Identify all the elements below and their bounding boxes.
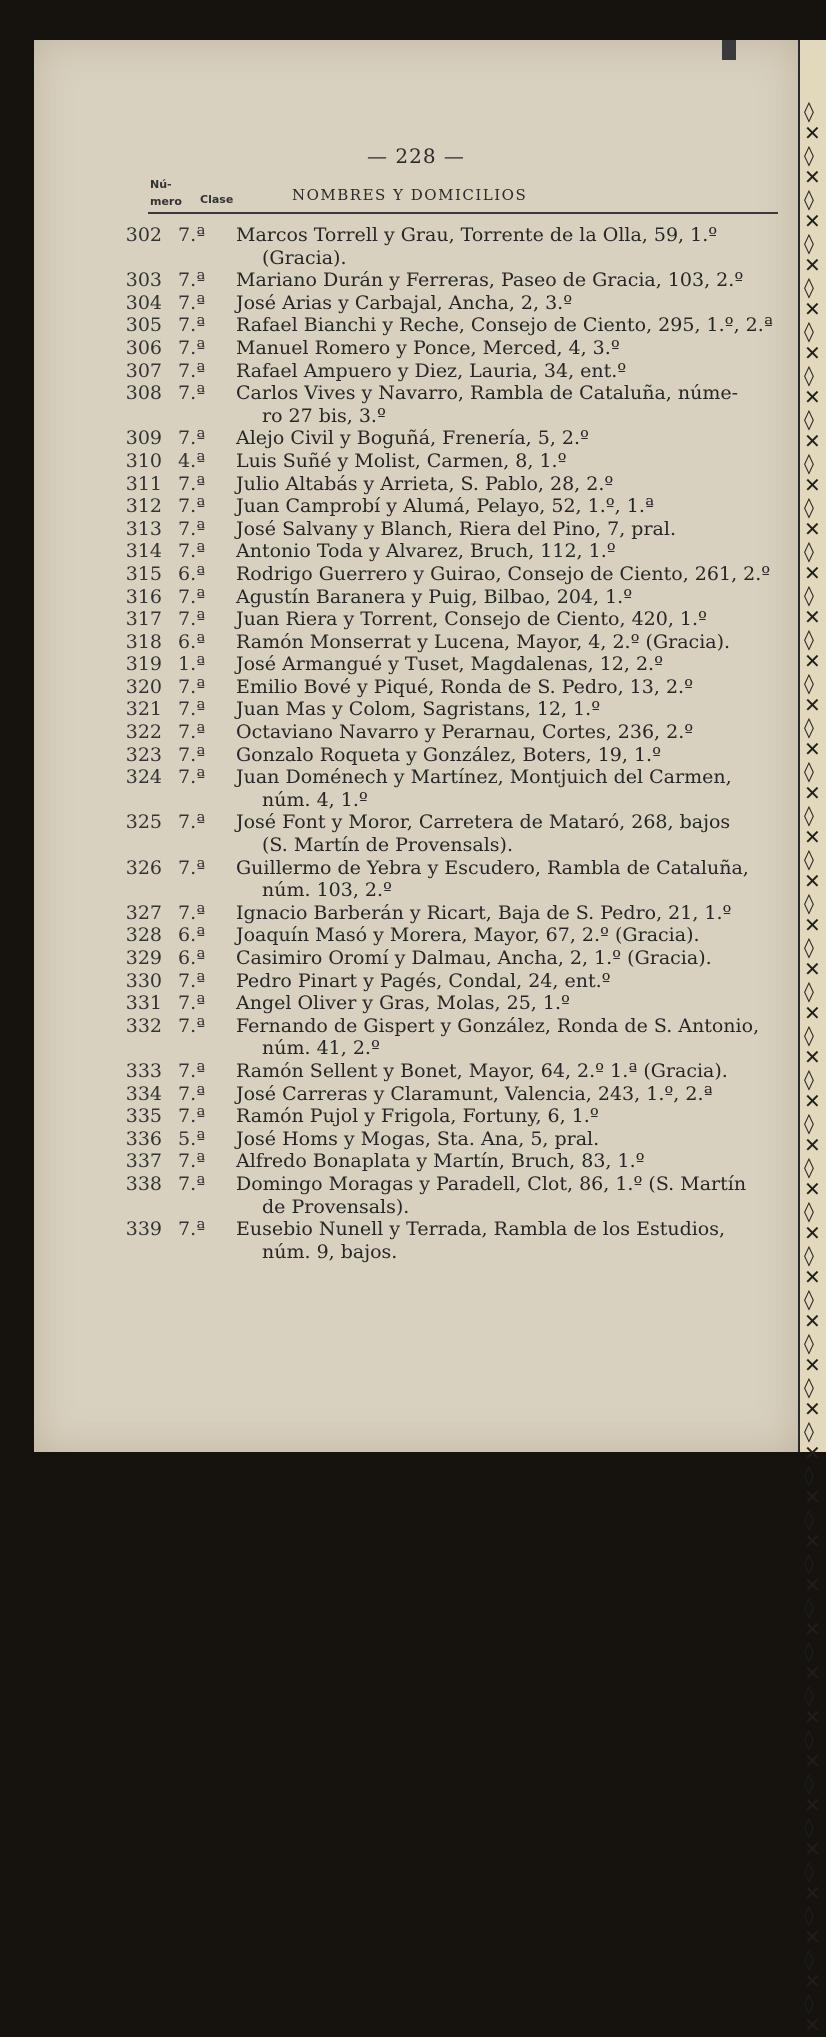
column-header-number bbox=[150, 176, 182, 210]
entry-line2: (S. Martín de Provensals). bbox=[262, 834, 514, 857]
entry-class: 7.ª bbox=[178, 811, 206, 834]
entry-text bbox=[236, 360, 776, 383]
list-item bbox=[34, 608, 798, 631]
entry-class: 1.ª bbox=[178, 653, 206, 676]
entry-line1: Juan Doménech y Martínez, Montjuich del Carmen, bbox=[236, 766, 732, 789]
list-item bbox=[34, 857, 798, 902]
entry-text bbox=[236, 608, 776, 631]
entry-text bbox=[236, 495, 776, 518]
list-item bbox=[34, 427, 798, 450]
header-rule bbox=[148, 212, 778, 214]
entry-line2: ro 27 bis, 3.º bbox=[262, 404, 386, 427]
entry-line2: núm. 4, 1.º bbox=[262, 788, 368, 811]
entry-class: 7.ª bbox=[178, 698, 206, 721]
list-item bbox=[34, 970, 798, 993]
list-item bbox=[34, 676, 798, 699]
entry-text bbox=[236, 970, 776, 993]
entry-number: 304 bbox=[125, 291, 162, 314]
entry-line2: (Gracia). bbox=[262, 246, 347, 269]
book-spine bbox=[798, 40, 826, 2037]
entry-line1: Rafael Ampuero y Diez, Lauria, 34, ent.º bbox=[236, 359, 627, 382]
entry-text bbox=[236, 766, 776, 811]
entry-text bbox=[236, 292, 776, 315]
list-item bbox=[34, 1150, 798, 1173]
list-item bbox=[34, 586, 798, 609]
entry-text bbox=[236, 518, 776, 541]
entry-number: 331 bbox=[125, 992, 162, 1015]
entry-line2: de Provensals). bbox=[262, 1195, 410, 1218]
entry-text bbox=[236, 586, 776, 609]
entry-class: 7.ª bbox=[178, 269, 206, 292]
list-item bbox=[34, 1105, 798, 1128]
entry-class: 7.ª bbox=[178, 766, 206, 789]
list-item bbox=[34, 653, 798, 676]
entry-number: 307 bbox=[125, 359, 162, 382]
entry-line1: Juan Riera y Torrent, Consejo de Ciento, 420, 1.º bbox=[236, 608, 707, 631]
entry-class: 7.ª bbox=[178, 969, 206, 992]
list-item bbox=[34, 224, 798, 269]
entry-text bbox=[236, 337, 776, 360]
entry-line1: Juan Camprobí y Alumá, Pelayo, 52, 1.º, 1.ª bbox=[236, 495, 654, 518]
entry-line1: Carlos Vives y Navarro, Rambla de Cataluña, núme- bbox=[236, 382, 739, 405]
entry-number: 326 bbox=[125, 856, 162, 879]
entry-number: 327 bbox=[125, 901, 162, 924]
entry-text bbox=[236, 1218, 776, 1263]
list-item bbox=[34, 563, 798, 586]
entry-line1: Emilio Bové y Piqué, Ronda de S. Pedro, 13, 2.º bbox=[236, 675, 694, 698]
entry-text bbox=[236, 1150, 776, 1173]
entry-number: 325 bbox=[125, 811, 162, 834]
entry-class: 7.ª bbox=[178, 224, 206, 246]
entry-line1: Manuel Romero y Ponce, Merced, 4, 3.º bbox=[236, 336, 620, 359]
list-item bbox=[34, 1060, 798, 1083]
entry-line1: Luis Suñé y Molist, Carmen, 8, 1.º bbox=[236, 449, 567, 472]
entry-text bbox=[236, 721, 776, 744]
entry-line1: Guillermo de Yebra y Escudero, Rambla de Cataluña, bbox=[236, 856, 749, 879]
entry-class: 5.ª bbox=[178, 1127, 206, 1150]
list-item bbox=[34, 947, 798, 970]
entry-line1: Pedro Pinart y Pagés, Condal, 24, ent.º bbox=[236, 969, 611, 992]
entry-line1: Julio Altabás y Arrieta, S. Pablo, 28, 2.º bbox=[236, 472, 614, 495]
entry-number: 329 bbox=[125, 947, 162, 969]
list-item bbox=[34, 766, 798, 811]
entry-text bbox=[236, 1015, 776, 1060]
entry-list bbox=[34, 224, 798, 1263]
entry-class: 7.ª bbox=[178, 856, 206, 879]
entry-text bbox=[236, 631, 776, 654]
entry-text bbox=[236, 427, 776, 450]
entry-line1: Agustín Baranera y Puig, Bilbao, 204, 1.º bbox=[236, 585, 633, 608]
list-item bbox=[34, 473, 798, 496]
list-item bbox=[34, 744, 798, 767]
entry-text bbox=[236, 947, 776, 970]
entry-number: 335 bbox=[125, 1105, 162, 1128]
entry-number: 306 bbox=[125, 336, 162, 359]
list-item bbox=[34, 314, 798, 337]
entry-number: 323 bbox=[125, 743, 162, 766]
entry-number: 316 bbox=[125, 585, 162, 608]
entry-class: 7.ª bbox=[178, 495, 206, 518]
entry-line2: núm. 9, bajos. bbox=[262, 1240, 398, 1263]
entry-text bbox=[236, 450, 776, 473]
page-corner-mark bbox=[722, 40, 736, 60]
entry-line1: Juan Mas y Colom, Sagristans, 12, 1.º bbox=[236, 698, 601, 721]
entry-class: 7.ª bbox=[178, 1105, 206, 1128]
entry-class: 7.ª bbox=[178, 1059, 206, 1082]
entry-line1: José Armangué y Tuset, Magdalenas, 12, 2.º bbox=[236, 653, 664, 676]
entry-number: 324 bbox=[125, 766, 162, 789]
spine-pattern: ◊ ✕ ◊ ✕ ◊ ✕ ◊ ✕ ◊ ✕ ◊ ✕ ◊ ✕ ◊ ✕ ◊ ✕ ◊ ✕ ◊ ✕ ◊ ✕ ◊ ✕ ◊ ✕ ◊ ✕ ◊ ✕ ◊ ✕ ◊ ✕ ◊ ✕ ◊ ✕ ◊ ✕ ◊ ✕ ◊ ✕ ◊ ✕ ◊ ✕ ◊ ✕ ◊ ✕ ◊ ✕ ◊ ✕ ◊ ✕ ◊ ✕ ◊ ✕ ◊ ✕ ◊ ✕ ◊ ✕ ◊ ✕ ◊ ✕ ◊ ✕ ◊ ✕ ◊ ✕ ◊ ✕ ◊ ✕ ◊ ✕ ◊ ✕ bbox=[804, 99, 821, 2037]
entry-line1: José Carreras y Claramunt, Valencia, 243, 1.º, 2.ª bbox=[236, 1082, 713, 1105]
entry-class: 7.ª bbox=[178, 314, 206, 337]
entry-text bbox=[236, 473, 776, 496]
entry-text bbox=[236, 563, 776, 586]
entry-class: 7.ª bbox=[178, 1218, 206, 1241]
column-header-number-line2: mero bbox=[150, 195, 182, 208]
entry-number: 308 bbox=[125, 382, 162, 405]
entry-number: 337 bbox=[125, 1150, 162, 1173]
column-header-title: NOMBRES Y DOMICILIOS bbox=[292, 186, 528, 204]
entry-number: 338 bbox=[125, 1172, 162, 1195]
entry-class: 7.ª bbox=[178, 359, 206, 382]
entry-number: 311 bbox=[125, 472, 162, 495]
entry-class: 6.ª bbox=[178, 562, 206, 585]
entry-text bbox=[236, 902, 776, 925]
entry-number: 328 bbox=[125, 924, 162, 947]
entry-class: 7.ª bbox=[178, 901, 206, 924]
entry-text bbox=[236, 1128, 776, 1151]
list-item bbox=[34, 292, 798, 315]
entry-class: 7.ª bbox=[178, 336, 206, 359]
entry-class: 7.ª bbox=[178, 721, 206, 744]
entry-line2: núm. 103, 2.º bbox=[262, 879, 392, 902]
entry-class: 7.ª bbox=[178, 1082, 206, 1105]
entry-line1: Alejo Civil y Boguñá, Frenería, 5, 2.º bbox=[236, 427, 589, 450]
entry-line1: Octaviano Navarro y Perarnau, Cortes, 236, 2.º bbox=[236, 721, 694, 744]
entry-text bbox=[236, 269, 776, 292]
entry-line1: Rafael Bianchi y Reche, Consejo de Ciento, 295, 1.º, 2.ª bbox=[236, 314, 773, 337]
entry-text bbox=[236, 924, 776, 947]
entry-class: 6.ª bbox=[178, 924, 206, 947]
entry-number: 315 bbox=[125, 562, 162, 585]
list-item bbox=[34, 540, 798, 563]
entry-class: 7.ª bbox=[178, 585, 206, 608]
entry-class: 4.ª bbox=[178, 449, 206, 472]
entry-class: 7.ª bbox=[178, 517, 206, 540]
entry-text bbox=[236, 1083, 776, 1106]
entry-number: 310 bbox=[125, 449, 162, 472]
entry-number: 303 bbox=[125, 269, 162, 292]
entry-class: 6.ª bbox=[178, 630, 206, 653]
entry-line1: José Salvany y Blanch, Riera del Pino, 7, pral. bbox=[236, 517, 676, 540]
column-header-class: Clase bbox=[200, 193, 234, 206]
entry-line1: Rodrigo Guerrero y Guirao, Consejo de Ciento, 261, 2.º bbox=[236, 562, 771, 585]
entry-line2: núm. 41, 2.º bbox=[262, 1037, 380, 1060]
entry-number: 330 bbox=[125, 969, 162, 992]
entry-text bbox=[236, 1105, 776, 1128]
entry-line1: José Font y Moror, Carretera de Mataró, 268, bajos bbox=[236, 811, 731, 834]
book-page bbox=[34, 40, 798, 1452]
list-item bbox=[34, 382, 798, 427]
entry-text bbox=[236, 314, 776, 337]
list-item bbox=[34, 269, 798, 292]
entry-number: 309 bbox=[125, 427, 162, 450]
list-item bbox=[34, 450, 798, 473]
list-item bbox=[34, 811, 798, 856]
entry-class: 7.ª bbox=[178, 540, 206, 563]
list-item bbox=[34, 360, 798, 383]
entry-number: 318 bbox=[125, 630, 162, 653]
entry-text bbox=[236, 676, 776, 699]
entry-number: 322 bbox=[125, 721, 162, 744]
entry-line1: Fernando de Gispert y González, Ronda de S. Antonio, bbox=[236, 1014, 760, 1037]
entry-number: 320 bbox=[125, 675, 162, 698]
entry-number: 334 bbox=[125, 1082, 162, 1105]
list-item bbox=[34, 1173, 798, 1218]
entry-class: 7.ª bbox=[178, 1014, 206, 1037]
entry-number: 317 bbox=[125, 608, 162, 631]
entry-line1: Eusebio Nunell y Terrada, Rambla de los Estudios, bbox=[236, 1218, 726, 1241]
entry-line1: Domingo Moragas y Paradell, Clot, 86, 1.º (S. Martín bbox=[236, 1172, 747, 1195]
entry-text bbox=[236, 1060, 776, 1083]
entry-class: 7.ª bbox=[178, 291, 206, 314]
entry-text bbox=[236, 540, 776, 563]
entry-number: 312 bbox=[125, 495, 162, 518]
entry-number: 336 bbox=[125, 1127, 162, 1150]
entry-text bbox=[236, 857, 776, 902]
entry-line1: Ramón Sellent y Bonet, Mayor, 64, 2.º 1.ª (Gracia). bbox=[236, 1059, 728, 1082]
entry-number: 332 bbox=[125, 1014, 162, 1037]
list-item bbox=[34, 1083, 798, 1106]
entry-text bbox=[236, 382, 776, 427]
entry-number: 333 bbox=[125, 1059, 162, 1082]
entry-class: 7.ª bbox=[178, 608, 206, 631]
entry-class: 7.ª bbox=[178, 992, 206, 1015]
entry-class: 7.ª bbox=[178, 427, 206, 450]
entry-text bbox=[236, 653, 776, 676]
list-item bbox=[34, 992, 798, 1015]
entry-class: 6.ª bbox=[178, 947, 206, 969]
entry-text bbox=[236, 1173, 776, 1218]
entry-line1: Ramón Monserrat y Lucena, Mayor, 4, 2.º (Gracia). bbox=[236, 630, 731, 653]
entry-line1: Ramón Pujol y Frigola, Fortuny, 6, 1.º bbox=[236, 1105, 599, 1128]
entry-text bbox=[236, 744, 776, 767]
entry-text bbox=[236, 992, 776, 1015]
entry-text bbox=[236, 698, 776, 721]
entry-text bbox=[236, 224, 776, 269]
entry-line1: Alfredo Bonaplata y Martín, Bruch, 83, 1.º bbox=[236, 1150, 645, 1173]
entry-number: 314 bbox=[125, 540, 162, 563]
entry-number: 319 bbox=[125, 653, 162, 676]
entry-class: 7.ª bbox=[178, 382, 206, 405]
list-item bbox=[34, 924, 798, 947]
entry-line1: Mariano Durán y Ferreras, Paseo de Gracia, 103, 2.º bbox=[236, 269, 744, 292]
list-item bbox=[34, 721, 798, 744]
entry-line1: José Homs y Mogas, Sta. Ana, 5, pral. bbox=[236, 1127, 600, 1150]
entry-class: 7.ª bbox=[178, 472, 206, 495]
entry-class: 7.ª bbox=[178, 1150, 206, 1173]
entry-text bbox=[236, 811, 776, 856]
list-item bbox=[34, 1218, 798, 1263]
entry-line1: Angel Oliver y Gras, Molas, 25, 1.º bbox=[236, 992, 570, 1015]
entry-line1: Antonio Toda y Alvarez, Bruch, 112, 1.º bbox=[236, 540, 616, 563]
list-item bbox=[34, 902, 798, 925]
entry-number: 339 bbox=[125, 1218, 162, 1241]
entry-number: 321 bbox=[125, 698, 162, 721]
list-item bbox=[34, 698, 798, 721]
entry-line1: Joaquín Masó y Morera, Mayor, 67, 2.º (Gracia). bbox=[236, 924, 700, 947]
entry-line1: Marcos Torrell y Grau, Torrente de la Olla, 59, 1.º bbox=[236, 224, 718, 246]
entry-number: 313 bbox=[125, 517, 162, 540]
entry-class: 7.ª bbox=[178, 1172, 206, 1195]
list-item bbox=[34, 631, 798, 654]
list-item bbox=[34, 518, 798, 541]
column-header-number-line1: Nú- bbox=[150, 178, 172, 191]
page-number: — 228 — bbox=[367, 144, 465, 168]
list-item bbox=[34, 1128, 798, 1151]
list-item bbox=[34, 495, 798, 518]
entry-class: 7.ª bbox=[178, 743, 206, 766]
entry-number: 302 bbox=[125, 224, 162, 246]
entry-line1: Ignacio Barberán y Ricart, Baja de S. Pedro, 21, 1.º bbox=[236, 901, 732, 924]
list-item bbox=[34, 337, 798, 360]
entry-class: 7.ª bbox=[178, 675, 206, 698]
entry-line1: José Arias y Carbajal, Ancha, 2, 3.º bbox=[236, 291, 573, 314]
list-item bbox=[34, 1015, 798, 1060]
entry-line1: Gonzalo Roqueta y González, Boters, 19, 1.º bbox=[236, 743, 662, 766]
entry-line1: Casimiro Oromí y Dalmau, Ancha, 2, 1.º (Gracia). bbox=[236, 947, 712, 969]
entry-number: 305 bbox=[125, 314, 162, 337]
